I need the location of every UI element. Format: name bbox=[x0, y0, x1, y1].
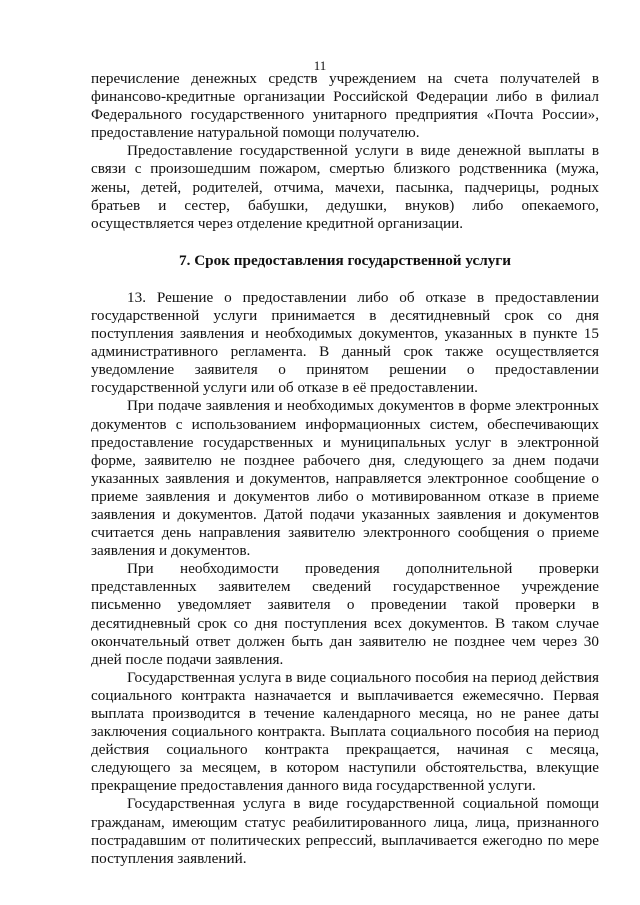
section-heading: 7. Срок предоставления государственной услуги bbox=[179, 251, 511, 269]
document-body bbox=[91, 70, 599, 868]
paragraph-social-contract: Государственная услуга в виде социального пособия на период действия социального контракта назначается и выплачивается ежемесячно. Первая выплата производится в течение календарного месяца, но не ранее даты заключения социального контракта. Выплата социального пособия на период действия социального контракта прекращается, начиная с месяца, следующего за месяцем, в котором наступили обстоятельства, влекущие прекращение предоставления данного вида государственной услуги. bbox=[91, 668, 599, 795]
paragraph-continuation: перечисление денежных средств учреждением на счета получателей в финансово-кредитные организации Российской Федерации либо в филиал Федерального государственного унитарного предприятия «Почта России», предоставление натуральной помощи получателю. bbox=[91, 70, 599, 142]
paragraph-fire-payment: Предоставление государственной услуги в виде денежной выплаты в связи с произошедшим пожаром, смертью близкого родственника (мужа, жены, детей, родителей, отчима, мачехи, пасынка, падчерицы, родных братьев и сестер, бабушки, дедушки, внуков) либо опекаемого, осуществляется через отделение кредитной организации. bbox=[91, 142, 599, 232]
paragraph-electronic-submission: При подаче заявления и необходимых документов в форме электронных документов с использованием информационных систем, обеспечивающих предоставление государственных и муниципальных услуг в электронной форме, заявителю не позднее рабочего дня, следующего за днем подачи указанных заявления и документов, направляется электронное сообщение о приеме заявления и документов либо о мотивированном отказе в приеме заявления и документов. Датой подачи указанных заявления и документов считается день направления заявителю электронного сообщения о приеме заявления и документов. bbox=[91, 397, 599, 560]
page-number: 11 bbox=[313, 58, 327, 73]
paragraph-13-decision: 13. Решение о предоставлении либо об отказе в предоставлении государственной услуги принимается в десятидневный срок со дня поступления заявления и необходимых документов, указанных в пункте 15 административного регламента. В данный срок также осуществляется уведомление заявителя о принятом решении о предоставлении государственной услуги или об отказе в её предоставлении. bbox=[91, 288, 599, 397]
paragraph-additional-check: При необходимости проведения дополнительной проверки представленных заявителем сведений государственное учреждение письменно уведомляет заявителя о проведении такой проверки в десятидневный срок со дня поступления всех документов. В таком случае окончательный ответ должен быть дан заявителю не позднее чем через 30 дней после подачи заявления. bbox=[91, 560, 599, 668]
paragraph-rehabilitated: Государственная услуга в виде государственной социальной помощи гражданам, имеющим статус реабилитированного лица, лица, признанного пострадавшим от политических репрессий, выплачивается ежегодно по мере поступления заявлений. bbox=[91, 795, 599, 867]
